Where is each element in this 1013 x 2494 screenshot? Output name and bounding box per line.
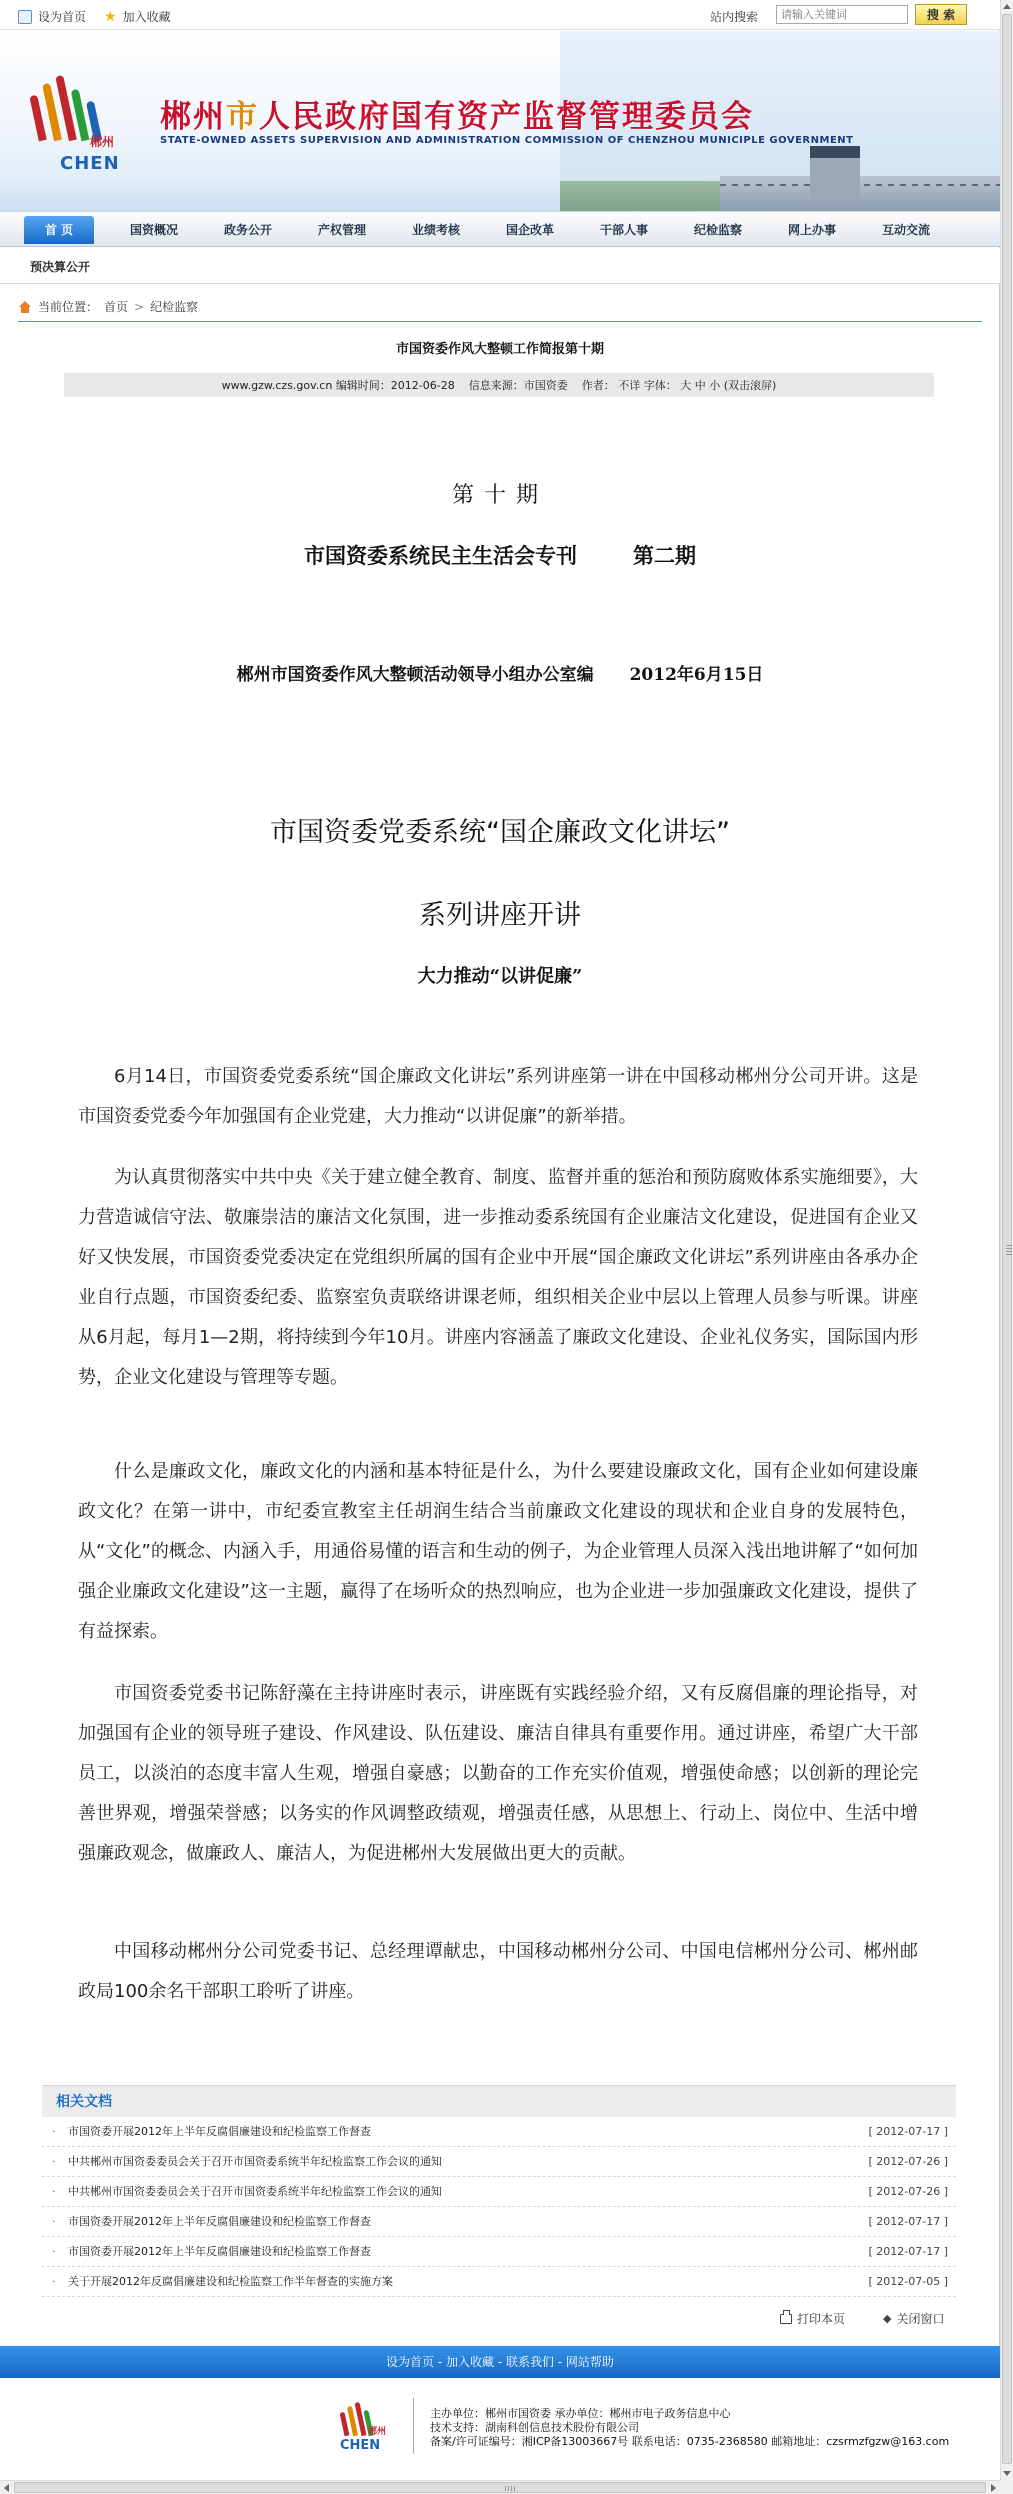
- nav-item-personnel[interactable]: 干部人事: [599, 223, 648, 237]
- building-wing: [720, 176, 1000, 211]
- top-utility-bar: [0, 0, 1000, 30]
- related-doc-title[interactable]: 市国资委开展2012年上半年反腐倡廉建设和纪检监察工作督查: [68, 2215, 371, 2228]
- meta-author-value: 不详: [618, 379, 641, 392]
- special-edition-line: [0, 540, 1000, 570]
- house-icon: [18, 301, 32, 313]
- breadcrumb-home-link[interactable]: 首页: [104, 300, 129, 314]
- logo-mark-icon: [28, 71, 118, 141]
- grip-icon: [505, 2486, 515, 2491]
- meta-author: 作者： 不详 字体： 大 中 小 (双击滚屏): [581, 379, 777, 392]
- article-paragraph: 市国资委党委书记陈舒藻在主持讲座时表示，讲座既有实践经验介绍，又有反腐倡廉的理论指导，对加强国有企业的领导班子建设、作风建设、队伍建设、廉洁自律具有重要作用。通过讲座，希望广大干部员工，以淡泊的态度丰富人生观，增强自豪感；以勤奋的工作充实价值观，增强使命感；以创新的理论完善世界观，增强荣誉感；以务实的作风调整政绩观，增强责任感，从思想上、行动上、岗位中、生活中增强廉政观念，做廉政人、廉洁人，为促进郴州大发展做出更大的贡献。: [78, 1683, 918, 1864]
- list-item[interactable]: [42, 2207, 956, 2237]
- add-favorite-label: 加入收藏: [122, 10, 171, 24]
- site-title-part2: 人民政府国有资产监督管理委员会: [259, 99, 754, 135]
- special-edition-title: 市国资委系统民主生活会专刊: [304, 543, 577, 568]
- breadcrumb: [18, 292, 982, 322]
- bullet-icon: ·: [52, 2215, 56, 2228]
- issue-number: 第十期: [451, 483, 548, 508]
- meta-site: www.gzw.czs.gov.cn 编辑时间：2012-06-28: [221, 379, 455, 392]
- nav-item-reform[interactable]: 国企改革: [505, 223, 554, 237]
- meta-font-label: 字体：: [643, 379, 677, 392]
- nav-item-overview[interactable]: 国资概况: [129, 223, 178, 237]
- building-tower: [810, 146, 860, 201]
- close-icon: ◆: [883, 2312, 892, 2325]
- footer-logo-chinese: 郴州: [368, 2427, 387, 2437]
- horizontal-scrollbar[interactable]: [0, 2480, 1000, 2494]
- article-paragraph: 6月14日，市国资委党委系统“国企廉政文化讲坛”系列讲座第一讲在中国移动郴州分公司开讲。这是市国资委党委今年加强国有企业党建，大力推动“以讲促廉”的新举措。: [78, 1066, 918, 1127]
- site-title-english: STATE-OWNED ASSETS SUPERVISION AND ADMINISTRATION COMMISSION OF CHENZHOU MUNICIPLE GOVERNMENT: [160, 135, 854, 146]
- search-label: 站内搜索: [710, 10, 759, 24]
- nav-item-discipline[interactable]: 纪检监察: [693, 223, 742, 237]
- related-doc-date: [ 2012-07-17 ]: [868, 2125, 948, 2138]
- footer-divider: [413, 2398, 414, 2454]
- related-doc-date: [ 2012-07-17 ]: [868, 2215, 948, 2228]
- footer-links[interactable]: 设为首页 - 加入收藏 - 联系我们 - 网站帮助: [386, 2355, 614, 2369]
- related-documents: [42, 2085, 956, 2297]
- list-item[interactable]: [42, 2117, 956, 2147]
- article-heading-3: 大力推动“以讲促廉”: [417, 966, 583, 987]
- nav-item-performance[interactable]: 业绩考核: [411, 223, 460, 237]
- list-item[interactable]: [42, 2237, 956, 2267]
- site-title-part1: 郴州: [160, 99, 226, 135]
- footer-logo-english: CHEN: [340, 2438, 381, 2453]
- footer-line-organizer: 主办单位：郴州市国资委 承办单位：郴州市电子政务信息中心: [430, 2407, 731, 2420]
- close-window-button[interactable]: [883, 2310, 944, 2327]
- government-building-image: [700, 136, 1000, 211]
- article-heading-2: 系列讲座开讲: [419, 900, 581, 931]
- editor-name: 郴州市国资委作风大整顿活动领导小组办公室编: [236, 665, 594, 685]
- related-doc-title[interactable]: 市国资委开展2012年上半年反腐倡廉建设和纪检监察工作督查: [68, 2125, 371, 2138]
- bullet-icon: ·: [52, 2125, 56, 2138]
- article-paragraph: 为认真贯彻落实中共中央《关于建立健全教育、制度、监督并重的惩治和预防腐败体系实施细要》，大力营造诚信守法、敬廉崇洁的廉洁文化氛围，进一步推动委系统国有企业廉洁文化建设，促进国有企业又好又快发展，市国资委党委决定在党组织所属的国有企业中开展“国企廉政文化讲坛”系列讲座由各承办企业自行点题，市国资委纪委、监察室负责联络讲课老师，组织相关企业中层以上管理人员参与听课。讲座从6月起，每月1—2期，将持续到今年10月。讲座内容涵盖了廉政文化建设、企业礼仪务实，国际国内形势，企业文化建设与管理等专题。: [78, 1167, 918, 1388]
- bullet-icon: ·: [52, 2245, 56, 2258]
- related-doc-title[interactable]: 中共郴州市国资委委员会关于召开市国资委系统半年纪检监察工作会议的通知: [68, 2155, 442, 2168]
- related-doc-title[interactable]: 市国资委开展2012年上半年反腐倡廉建设和纪检监察工作督查: [68, 2245, 371, 2258]
- page-actions: [780, 2310, 945, 2327]
- bullet-icon: ·: [52, 2275, 56, 2288]
- nav-item-online-service[interactable]: 网上办事: [787, 223, 836, 237]
- footer: [0, 2378, 1000, 2478]
- print-page-label: 打印本页: [797, 2312, 846, 2326]
- main-nav: [0, 211, 1000, 247]
- editor-line: [0, 660, 1000, 685]
- set-home-label: 设为首页: [38, 10, 87, 24]
- site-title-accent: 市: [226, 99, 259, 135]
- related-doc-title[interactable]: 关于开展2012年反腐倡廉建设和纪检监察工作半年督查的实施方案: [68, 2275, 393, 2288]
- close-window-label: 关闭窗口: [896, 2312, 945, 2326]
- article-heading-1: 市国资委党委系统“国企廉政文化讲坛”: [270, 817, 730, 848]
- nav-item-home[interactable]: 首 页: [24, 216, 94, 244]
- font-size-medium-link[interactable]: 中: [694, 379, 706, 392]
- footer-info: [430, 2407, 949, 2449]
- list-item[interactable]: [42, 2147, 956, 2177]
- vertical-scrollbar[interactable]: [1000, 0, 1013, 2480]
- sub-nav: [0, 248, 1000, 284]
- breadcrumb-separator: >: [134, 299, 145, 314]
- footer-logo: [330, 2398, 400, 2458]
- logo-chinese-text: 郴州: [90, 135, 115, 149]
- list-item[interactable]: [42, 2267, 956, 2297]
- scroll-down-arrow-icon[interactable]: [1003, 2471, 1011, 2476]
- nav-item-interaction[interactable]: 互动交流: [881, 223, 930, 237]
- set-home-link[interactable]: [18, 8, 86, 25]
- site-title: [160, 91, 754, 136]
- logo-english-text: CHEN: [60, 153, 120, 174]
- article-meta-bar: [64, 373, 934, 397]
- special-edition-number: 第二期: [633, 543, 696, 568]
- scroll-hint: (双击滚屏): [723, 379, 777, 392]
- article-title: 市国资委作风大整顿工作简报第十期: [395, 342, 604, 357]
- article-paragraph: 中国移动郴州分公司党委书记、总经理谭献忠，中国移动郴州分公司、中国电信郴州分公司、郴州邮政局100余名干部职工聆听了讲座。: [78, 1941, 918, 2002]
- related-doc-date: [ 2012-07-26 ]: [868, 2185, 948, 2198]
- bullet-icon: ·: [52, 2155, 56, 2168]
- search-input[interactable]: [776, 5, 908, 24]
- star-icon: ★: [104, 8, 117, 25]
- scroll-right-arrow-icon[interactable]: [991, 2484, 996, 2492]
- breadcrumb-label: 当前位置：: [38, 300, 99, 314]
- search-button[interactable]: 搜 索: [915, 4, 967, 25]
- related-doc-date: [ 2012-07-17 ]: [868, 2245, 948, 2258]
- scrollbar-corner: [1000, 2480, 1013, 2494]
- list-item[interactable]: [42, 2177, 956, 2207]
- sub-nav-item-budget[interactable]: 预决算公开: [30, 260, 91, 274]
- nav-item-gov-affairs[interactable]: 政务公开: [223, 223, 272, 237]
- site-logo[interactable]: [20, 71, 140, 181]
- related-doc-date: [ 2012-07-05 ]: [868, 2275, 948, 2288]
- article-paragraph: 什么是廉政文化，廉政文化的内涵和基本特征是什么，为什么要建设廉政文化，国有企业如何建设廉政文化？在第一讲中，市纪委宣教室主任胡润生结合当前廉政文化建设的现状和企业自身的发展特色，从“文化”的概念、内涵入手，用通俗易懂的语言和生动的例子，为企业管理人员深入浅出地讲解了“如何加强企业廉政文化建设”这一主题，赢得了在场听众的热烈响应，也为企业进一步加强廉政文化建设，提供了有益探索。: [78, 1461, 918, 1642]
- horizontal-scroll-thumb[interactable]: [14, 2482, 986, 2493]
- related-documents-title: 相关文档: [42, 2085, 956, 2117]
- printer-icon: [780, 2314, 792, 2324]
- home-page-icon: [18, 10, 32, 24]
- editor-date: 2012年6月15日: [629, 665, 764, 685]
- meta-source: 信息来源：市国资委: [468, 379, 568, 392]
- bullet-icon: ·: [52, 2185, 56, 2198]
- footer-line-support: 技术支持：湖南科创信息技术股份有限公司: [430, 2421, 639, 2434]
- footer-link-bar: [0, 2346, 1000, 2378]
- print-page-button[interactable]: [780, 2310, 845, 2327]
- scroll-left-arrow-icon[interactable]: [4, 2484, 9, 2492]
- footer-line-license: 备案/许可证编号：湘ICP备13003667号 联系电话：0735-2368580 邮箱地址：czsrmzfgzw@163.com: [430, 2435, 950, 2448]
- grip-icon: [1006, 1245, 1012, 1255]
- font-size-small-link[interactable]: 小: [709, 379, 721, 392]
- meta-edit-time: 编辑时间：2012-06-28: [335, 379, 455, 392]
- add-favorite-link[interactable]: [104, 8, 171, 25]
- site-banner: [0, 31, 1000, 211]
- related-doc-title[interactable]: 中共郴州市国资委委员会关于召开市国资委系统半年纪检监察工作会议的通知: [68, 2185, 442, 2198]
- breadcrumb-current-link[interactable]: 纪检监察: [150, 300, 199, 314]
- scroll-up-arrow-icon[interactable]: [1003, 4, 1011, 9]
- related-doc-date: [ 2012-07-26 ]: [868, 2155, 948, 2168]
- nav-item-property[interactable]: 产权管理: [317, 223, 366, 237]
- font-size-large-link[interactable]: 大: [680, 379, 692, 392]
- vertical-scroll-thumb[interactable]: [1002, 14, 1012, 2464]
